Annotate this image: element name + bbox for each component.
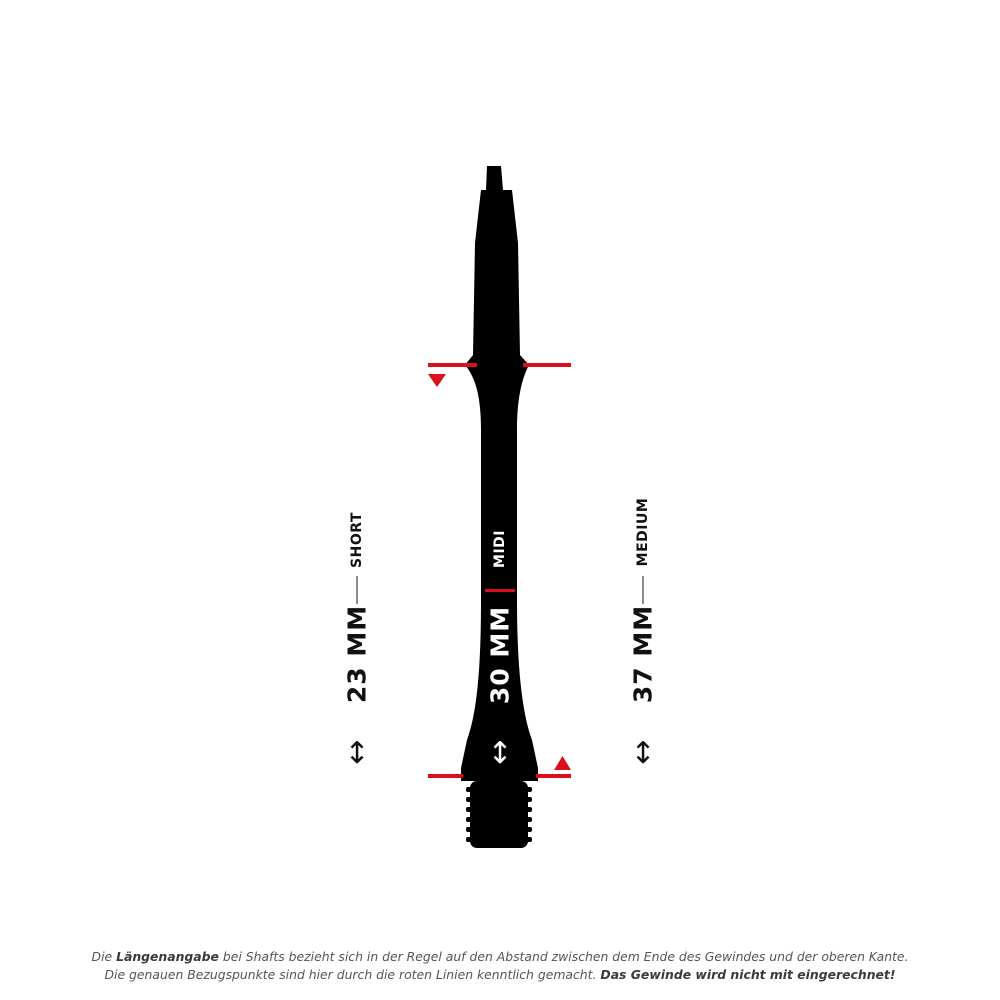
midi-separator [485,589,515,592]
red-up-triangle-icon [554,756,571,770]
footnote-line-1 [0,947,1000,966]
footnote-line1-post: bei Shafts bezieht sich in der Regel auf den Abstand zwischen dem Ende des Gewindes und der oberen Kante. [218,949,909,964]
shaft-thread [466,781,532,848]
footnote-line1-pre: Die [91,949,117,964]
footnote-line2-bold: Das Gewinde wird nicht mit eingerechnet! [600,967,896,982]
bottom-reference-line-left [428,774,463,778]
medium-length: 37 MM [628,604,658,704]
up-down-arrow-icon: ↕ [344,736,370,771]
footnote-line1-bold: Längenangabe [116,949,219,964]
up-down-arrow-icon: ↕ [487,736,513,771]
short-label: SHORT [349,512,365,568]
top-reference-line-right [523,363,571,367]
short-separator [356,576,358,604]
up-down-arrow-icon: ↕ [630,736,656,771]
medium-label: MEDIUM [635,497,651,567]
footnote-line2-pre: Die genauen Bezugspunkte sind hier durch die roten Linien kenntlich gemacht. [104,967,601,982]
medium-separator [642,576,644,604]
short-length: 23 MM [342,604,372,704]
top-reference-line-left [428,363,477,367]
midi-label: MIDI [492,530,508,568]
midi-length: 30 MM [485,605,515,705]
red-down-triangle-icon [428,374,446,387]
bottom-reference-line-right [536,774,571,778]
footnote-line-2 [0,965,1000,984]
